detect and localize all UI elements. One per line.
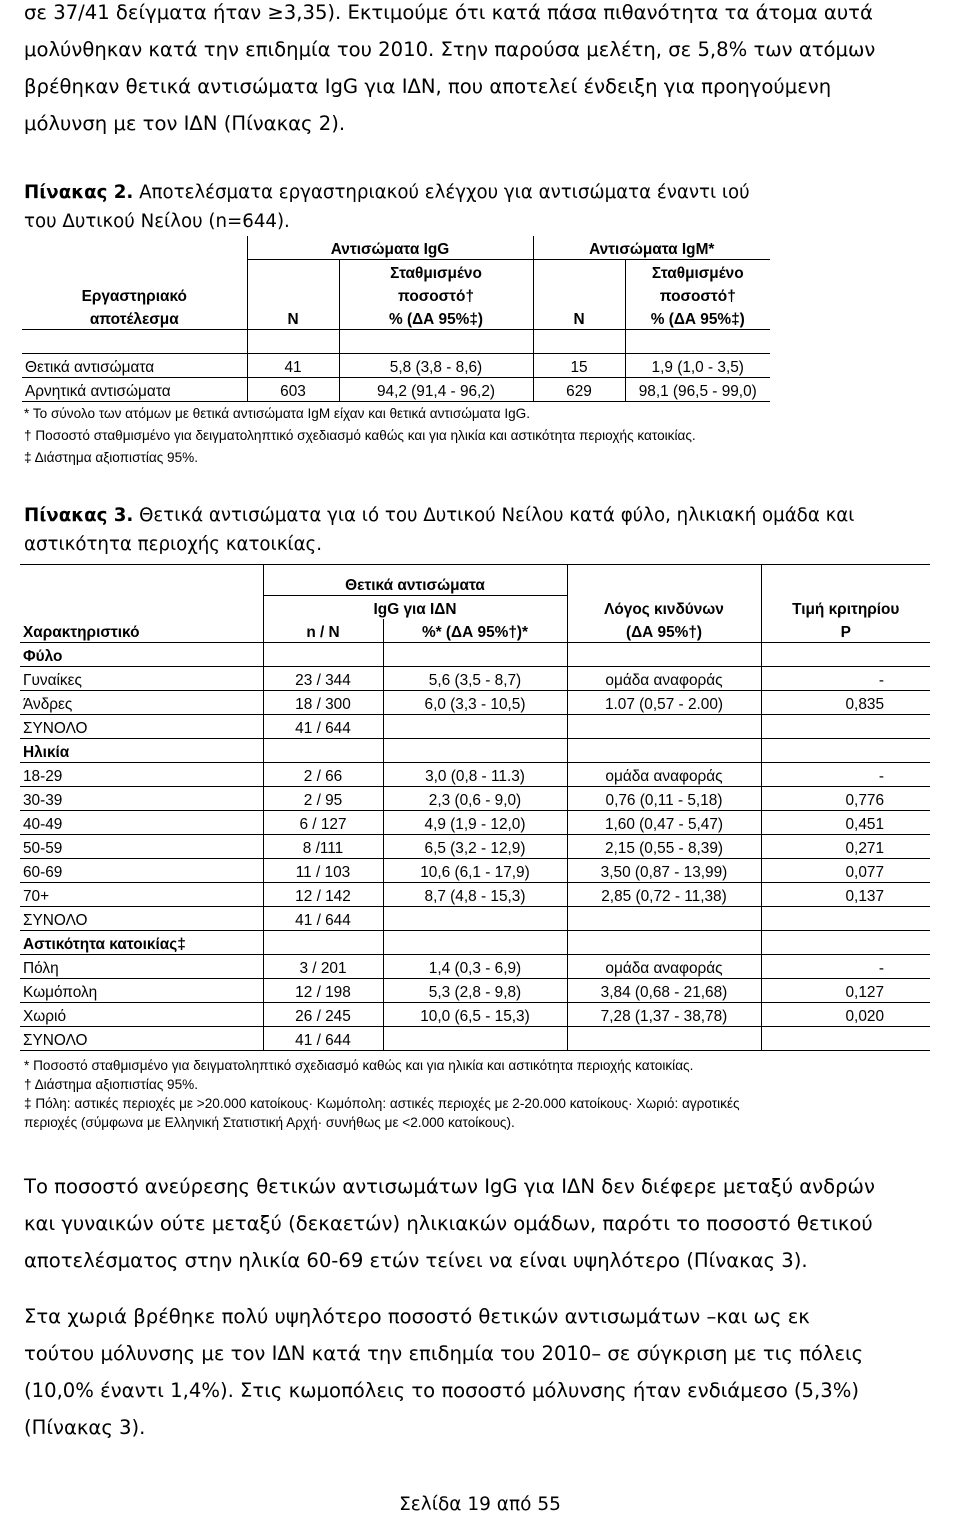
table-cell — [383, 715, 567, 739]
table-cell: 3,0 (0,8 - 11.3) — [383, 763, 567, 787]
paragraph-line: (Πίνακας 3). — [24, 1416, 146, 1439]
table-cell: 2,85 (0,72 - 11,38) — [567, 883, 761, 907]
table-cell: 41 / 644 — [263, 1027, 383, 1051]
table-cell: ΣΥΝΟΛΟ — [20, 715, 263, 739]
table3-col-characteristic: Χαρακτηριστικό — [20, 619, 263, 643]
table-cell — [567, 715, 761, 739]
footnote: ‡ Πόλη: αστικές περιοχές με >20.000 κατοίκους· Κωμόπολη: αστικές περιοχές με 2-20.000 κατοίκους· Χωριό: αγροτικές — [24, 1096, 740, 1111]
table-cell: 0,137 — [761, 883, 930, 907]
footnote: ‡ Διάστημα αξιοπιστίας 95%. — [24, 450, 199, 465]
table3-col-positive: Θετικά αντισώματα — [263, 565, 567, 596]
body-paragraph — [24, 1298, 938, 1446]
table3-caption-text-2: αστικότητα περιοχής κατοικίας. — [24, 534, 323, 555]
table3-col-p: Τιμή κριτηρίου — [792, 601, 900, 618]
table-cell: Πόλη — [20, 955, 263, 979]
table-cell: ΣΥΝΟΛΟ — [20, 1027, 263, 1051]
table3-notes — [24, 1056, 740, 1132]
table-cell: 0,077 — [761, 859, 930, 883]
table-cell: - — [761, 667, 930, 691]
table3-col-or: Λόγος κινδύνων — [567, 596, 761, 620]
table-cell — [761, 1027, 930, 1051]
table-cell — [567, 907, 761, 931]
table-row: Αρνητικά αντισώματα 603 94,2 (91,4 - 96,2) 629 98,1 (96,5 - 99,0) — [22, 378, 770, 402]
footnote: * Ποσοστό σταθμισμένο για δειγματοληπτικό σχεδιασμό καθώς και για ηλικία και αστικότητα περιοχής κατοικίας. — [24, 1058, 694, 1073]
table-cell: 41 / 644 — [263, 907, 383, 931]
table-cell: 11 / 103 — [263, 859, 383, 883]
table-cell: 0,835 — [761, 691, 930, 715]
table-cell: 8 /111 — [263, 835, 383, 859]
paragraph-line: τούτου μόλυνσης με τον ΙΔΝ κατά την επιδημία του 2010– σε σύγκριση με τις πόλεις — [24, 1342, 864, 1365]
table3-col-p: P — [840, 624, 851, 641]
table2-col-weighted: ποσοστό† — [659, 288, 736, 305]
table-row — [20, 1027, 930, 1051]
table-cell: Χωριό — [20, 1003, 263, 1027]
table2-caption-text-2: του Δυτικού Νείλου (n=644). — [24, 211, 290, 232]
table2-col-weighted: ποσοστό† — [339, 283, 533, 306]
table2-col-result: Εργαστηριακό — [22, 283, 247, 306]
table-row — [20, 691, 930, 715]
table-cell: 12 / 198 — [263, 979, 383, 1003]
table-row — [20, 955, 930, 979]
table-row — [20, 907, 930, 931]
table-cell: ΣΥΝΟΛΟ — [20, 907, 263, 931]
table-section-title: Ηλικία — [20, 739, 263, 763]
intro-line: σε 37/41 δείγματα ήταν ≥3,35). Εκτιμούμε ότι κατά πάσα πιθανότητα τα άτομα αυτά — [24, 1, 873, 24]
table-cell: 7,28 (1,37 - 38,78) — [567, 1003, 761, 1027]
table-cell: 18 / 300 — [263, 691, 383, 715]
table-cell: 6 / 127 — [263, 811, 383, 835]
table-cell — [567, 1027, 761, 1051]
table-cell: 1,4 (0,3 - 6,9) — [383, 955, 567, 979]
table-cell: 26 / 245 — [263, 1003, 383, 1027]
intro-line: βρέθηκαν θετικά αντισώματα IgG για ΙΔΝ, που αποτελεί ένδειξη για προηγούμενη — [24, 75, 832, 98]
table-cell — [383, 1027, 567, 1051]
table-cell: 6,5 (3,2 - 12,9) — [383, 835, 567, 859]
table2-col-weighted: Σταθμισμένο — [651, 265, 744, 282]
table-cell: 1,60 (0,47 - 5,47) — [567, 811, 761, 835]
table-cell: 70+ — [20, 883, 263, 907]
table-cell: 2 / 66 — [263, 763, 383, 787]
table-cell: 41 / 644 — [263, 715, 383, 739]
table-row — [20, 715, 930, 739]
table-cell: 3,84 (0,68 - 21,68) — [567, 979, 761, 1003]
table-row — [20, 835, 930, 859]
table3-label: Πίνακας 3. — [24, 505, 134, 526]
table-cell: - — [761, 955, 930, 979]
table-row — [20, 763, 930, 787]
table2-col-weighted: % (ΔΑ 95%‡) — [339, 306, 533, 330]
table-cell: - — [761, 763, 930, 787]
table-cell: ομάδα αναφοράς — [567, 667, 761, 691]
table2 — [22, 236, 770, 402]
paragraph-line: Στα χωριά βρέθηκε πολύ υψηλότερο ποσοστό θετικών αντισωμάτων –και ως εκ — [24, 1305, 810, 1328]
table2-col-weighted: Σταθμισμένο — [339, 260, 533, 284]
table-cell — [383, 907, 567, 931]
table-cell: 12 / 142 — [263, 883, 383, 907]
table-cell: 0,271 — [761, 835, 930, 859]
table2-col-n: N — [247, 306, 339, 330]
table-cell: 4,9 (1,9 - 12,0) — [383, 811, 567, 835]
table3-col-pct: %* (ΔΑ 95%†)* — [383, 619, 567, 643]
paragraph-line: (10,0% έναντι 1,4%). Στις κωμοπόλεις το ποσοστό μόλυνσης ήταν ενδιάμεσο (5,3%) — [24, 1379, 859, 1402]
paragraph-line: αποτελέσματος στην ηλικία 60-69 ετών τείνει να είναι υψηλότερο (Πίνακας 3). — [24, 1249, 808, 1272]
table-cell: 0,020 — [761, 1003, 930, 1027]
table2-label: Πίνακας 2. — [24, 182, 134, 203]
paragraph-line: και γυναικών ούτε μεταξύ (δεκαετών) ηλικιακών ομάδων, παρότι το ποσοστό θετικού — [24, 1212, 873, 1235]
table3-col-positive: IgG για ΙΔΝ — [263, 596, 567, 620]
footnote: * Το σύνολο των ατόμων με θετικά αντισώματα IgM είχαν και θετικά αντισώματα IgG. — [24, 406, 531, 421]
table-cell: 2,3 (0,6 - 9,0) — [383, 787, 567, 811]
table-cell: 0,127 — [761, 979, 930, 1003]
table3-col-or: (ΔΑ 95%†) — [567, 619, 761, 643]
table2-col-result: αποτέλεσμα — [22, 306, 247, 330]
table-cell: 40-49 — [20, 811, 263, 835]
table-cell: 23 / 344 — [263, 667, 383, 691]
table-cell: 5,3 (2,8 - 9,8) — [383, 979, 567, 1003]
table-cell: 30-39 — [20, 787, 263, 811]
intro-line: μόλυνση με τον ΙΔΝ (Πίνακας 2). — [24, 112, 346, 135]
footnote: † Ποσοστό σταθμισμένο για δειγματοληπτικό σχεδιασμό καθώς και για ηλικία και αστικότητα περιοχής κατοικίας. — [24, 428, 696, 443]
table2-group-igg: Αντισώματα IgG — [247, 236, 533, 260]
table-row — [20, 787, 930, 811]
table-cell: 3 / 201 — [263, 955, 383, 979]
table2-caption — [24, 178, 938, 236]
table2-group-igm: Αντισώματα IgM* — [533, 236, 770, 260]
table2-caption-text: Αποτελέσματα εργαστηριακού ελέγχου για αντισώματα έναντι ιού — [139, 182, 750, 203]
table-cell: Κωμόπολη — [20, 979, 263, 1003]
table-cell: 50-59 — [20, 835, 263, 859]
table3-caption — [24, 501, 938, 559]
table-section-row — [20, 643, 930, 667]
table-section-row — [20, 931, 930, 955]
table-row — [20, 883, 930, 907]
body-paragraph — [24, 1168, 938, 1279]
table-cell: 10,6 (6,1 - 17,9) — [383, 859, 567, 883]
table-row — [20, 859, 930, 883]
table-cell: 0,776 — [761, 787, 930, 811]
table-cell: 6,0 (3,3 - 10,5) — [383, 691, 567, 715]
intro-paragraph — [24, 0, 938, 142]
table-cell: 5,6 (3,5 - 8,7) — [383, 667, 567, 691]
table-row — [20, 811, 930, 835]
table-row — [20, 979, 930, 1003]
table-cell: 3,50 (0,87 - 13,99) — [567, 859, 761, 883]
table-cell — [761, 715, 930, 739]
table-section-title: Αστικότητα κατοικίας‡ — [20, 931, 263, 955]
table-section-row — [20, 739, 930, 763]
table-cell: 0,451 — [761, 811, 930, 835]
table2-col-n: N — [533, 306, 625, 330]
table-cell: ομάδα αναφοράς — [567, 763, 761, 787]
table-cell: Γυναίκες — [20, 667, 263, 691]
table-cell: 60-69 — [20, 859, 263, 883]
footnote: περιοχές (σύμφωνα με Ελληνική Στατιστική Αρχή· συνήθως με <2.000 κατοίκους). — [24, 1115, 515, 1130]
table-cell: 2,15 (0,55 - 8,39) — [567, 835, 761, 859]
table-row: Θετικά αντισώματα 41 5,8 (3,8 - 8,6) 15 1,9 (1,0 - 3,5) — [22, 354, 770, 378]
table-section-title: Φύλο — [20, 643, 263, 667]
table3-col-n: n / N — [263, 619, 383, 643]
table-cell: 8,7 (4,8 - 15,3) — [383, 883, 567, 907]
table-cell: 18-29 — [20, 763, 263, 787]
intro-line: μολύνθηκαν κατά την επιδημία του 2010. Στην παρούσα μελέτη, σε 5,8% των ατόμων — [24, 38, 876, 61]
table3 — [20, 564, 930, 1051]
table-cell: 2 / 95 — [263, 787, 383, 811]
footnote: † Διάστημα αξιοπιστίας 95%. — [24, 1077, 199, 1092]
table-cell: 1.07 (0,57 - 2.00) — [567, 691, 761, 715]
table-cell: 0,76 (0,11 - 5,18) — [567, 787, 761, 811]
table-cell: ομάδα αναφοράς — [567, 955, 761, 979]
page-footer: Σελίδα 19 από 55 — [399, 1494, 561, 1515]
table2-notes — [24, 403, 696, 469]
table3-caption-text: Θετικά αντισώματα για ιό του Δυτικού Νείλου κατά φύλο, ηλικιακή ομάδα και — [139, 505, 855, 526]
table-cell: 10,0 (6,5 - 15,3) — [383, 1003, 567, 1027]
paragraph-line: Το ποσοστό ανεύρεσης θετικών αντισωμάτων IgG για ΙΔΝ δεν διέφερε μεταξύ ανδρών — [24, 1175, 875, 1198]
table-row — [20, 667, 930, 691]
table-row — [20, 1003, 930, 1027]
table2-col-weighted: % (ΔΑ 95%‡) — [650, 311, 745, 328]
table-cell — [761, 907, 930, 931]
table-cell: Άνδρες — [20, 691, 263, 715]
